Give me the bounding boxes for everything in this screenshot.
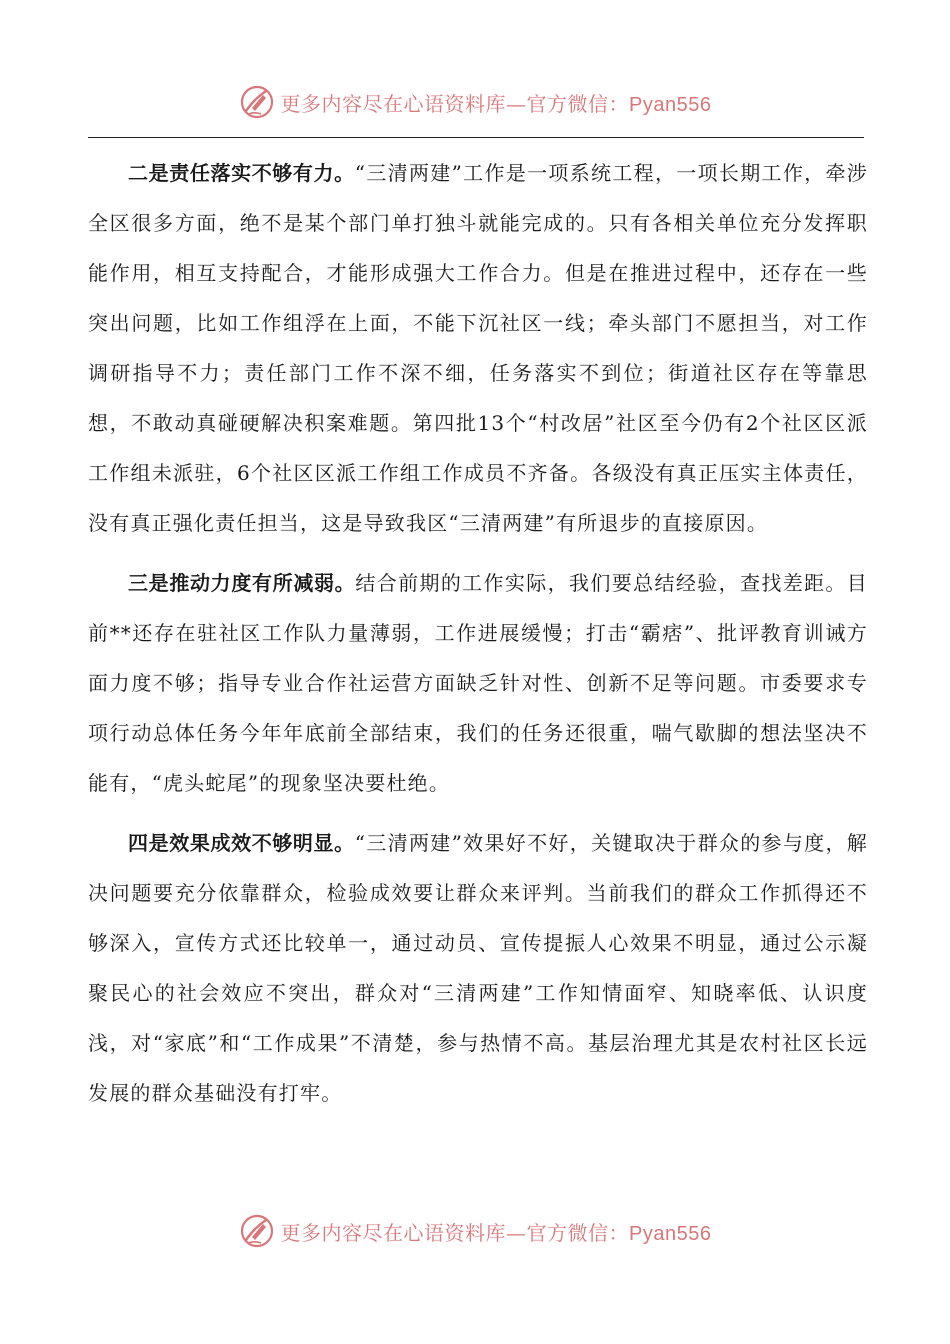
document-body	[88, 148, 868, 1128]
footer-banner-text: 更多内容尽在心语资料库—官方微信：Pyan556	[280, 1220, 712, 1245]
header-banner	[0, 82, 950, 122]
paragraph-text: 结合前期的工作实际，我们要总结经验，查找差距。目前**还存在驻社区工作队力量薄弱，工作进展缓慢；打击“霸痞”、批评教育训诫方面力度不够；指导专业合作社运营方面缺乏针对性、创新不足等问题。市委要求专项行动总体任务今年年底前全部结束，我们的任务还很重，喘气歇脚的想法坚决不能有，“虎头蛇尾”的现象坚决要杜绝。	[88, 571, 868, 795]
paragraph-text: “三清两建”工作是一项系统工程，一项长期工作，牵涉全区很多方面，绝不是某个部门单打独斗就能完成的。只有各相关单位充分发挥职能作用，相互支持配合，才能形成强大工作合力。但是在推进过程中，还存在一些突出问题，比如工作组浮在上面，不能下沉社区一线；牵头部门不愿担当，对工作调研指导不力；责任部门工作不深不细，任务落实不到位；街道社区存在等靠思想，不敢动真碰硬解决积案难题。第四批13个“村改居”社区至今仍有2个社区区派工作组未派驻，6个社区区派工作组工作成员不齐备。各级没有真正压实主体责任，没有真正强化责任担当，这是导致我区“三清两建”有所退步的直接原因。	[88, 161, 869, 535]
footer-wechat-id: Pyan556	[629, 1222, 712, 1245]
footer-banner	[0, 1211, 950, 1251]
paragraph-responsibility	[88, 148, 868, 548]
paragraph-effectiveness	[88, 818, 868, 1118]
paragraph-text: “三清两建”效果好不好，关键取决于群众的参与度，解决问题要充分依靠群众，检验成效要让群众来评判。当前我们的群众工作抓得还不够深入，宣传方式还比较单一，通过动员、宣传提振人心效果不明显，通过公示凝聚民心的社会效应不突出，群众对“三清两建”工作知情面窄、知晓率低、认识度浅，对“家底”和“工作成果”不清楚，参与热情不高。基层治理尤其是农村社区长远发展的群众基础没有打牢。	[88, 831, 869, 1105]
paragraph-lead: 二是责任落实不够有力。	[128, 161, 355, 185]
header-divider	[88, 137, 864, 138]
paragraph-lead: 四是效果成效不够明显。	[128, 831, 355, 855]
paragraph-momentum	[88, 558, 868, 808]
pen-logo-icon	[239, 84, 275, 120]
pen-logo-icon	[239, 1213, 275, 1249]
header-banner-text: 更多内容尽在心语资料库—官方微信：Pyan556	[280, 91, 712, 116]
header-wechat-id: Pyan556	[629, 93, 712, 116]
paragraph-lead: 三是推动力度有所减弱。	[128, 571, 356, 595]
